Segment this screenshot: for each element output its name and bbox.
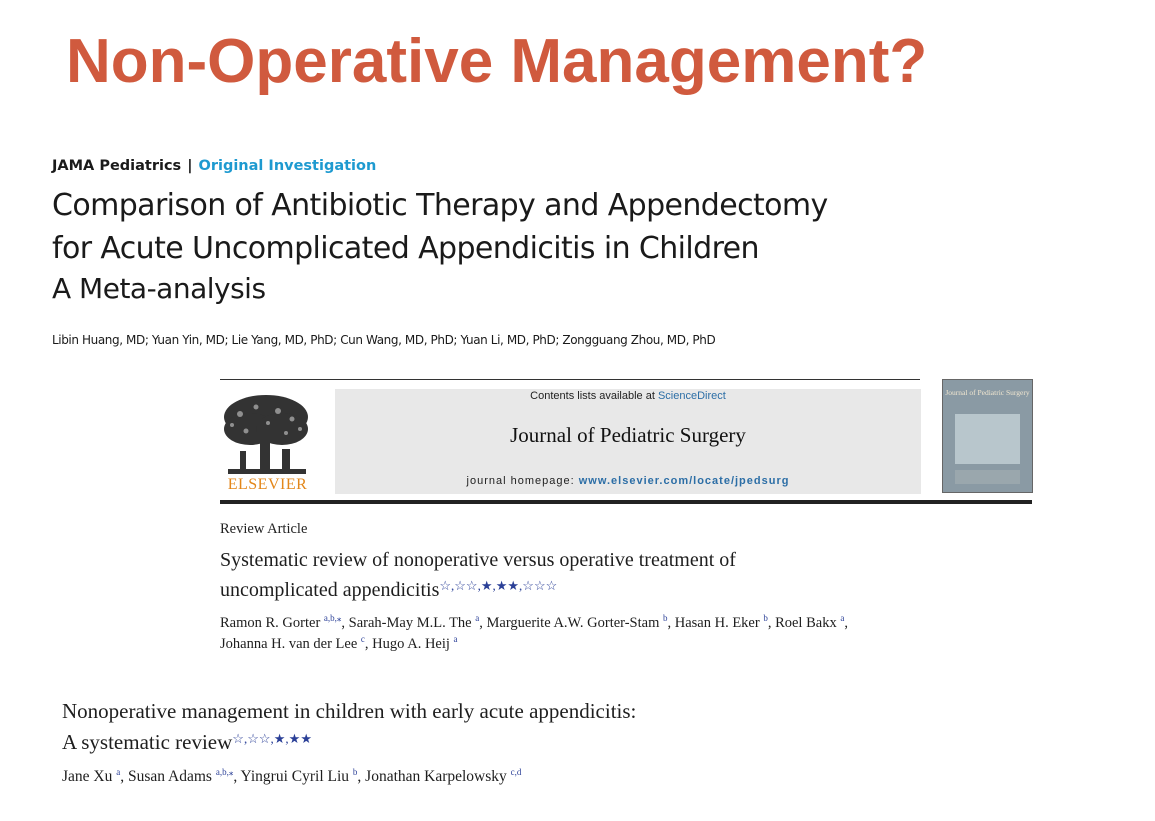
contents-availability-line bbox=[335, 390, 921, 402]
contents-prefix: Contents lists available at bbox=[530, 390, 655, 402]
gorter-author-name[interactable]: Johanna H. van der Lee bbox=[220, 636, 361, 652]
gorter-author-affiliation[interactable]: a,b,⁎ bbox=[323, 613, 342, 623]
jama-title-line-2: for Acute Uncomplicated Appendicitis in Children bbox=[52, 231, 759, 266]
gorter-author-affiliation[interactable]: b bbox=[662, 613, 668, 623]
xu-title-line-2 bbox=[62, 725, 862, 756]
xu-author-affiliation[interactable]: a,b,⁎ bbox=[215, 767, 234, 777]
gorter-author-separator: , bbox=[341, 615, 349, 631]
jama-article-subtitle: A Meta-analysis bbox=[52, 272, 266, 305]
jama-title-line-1: Comparison of Antibiotic Therapy and Appendectomy bbox=[52, 188, 828, 223]
jama-separator: | bbox=[187, 158, 193, 174]
xu-author-name[interactable]: Jonathan Karpelowsky bbox=[365, 768, 511, 785]
cover-title: Journal of Pediatric Surgery bbox=[945, 388, 1030, 397]
gorter-author-name[interactable]: Sarah-May M.L. The bbox=[348, 615, 476, 631]
header-bottom-rule bbox=[220, 500, 1032, 504]
gorter-article-type: Review Article bbox=[220, 521, 308, 537]
jama-authors: Libin Huang, MD; Yuan Yin, MD; Lie Yang, MD, PhD; Cun Wang, MD, PhD; Yuan Li, MD, PhD; Zongguang Zhou, MD, PhD bbox=[52, 333, 716, 347]
cover-footer-block bbox=[955, 470, 1020, 484]
xu-author-affiliation[interactable]: b bbox=[352, 767, 358, 777]
xu-footnote-star-icons[interactable]: ☆,☆☆,★,★★ bbox=[232, 731, 312, 746]
jama-meta-line bbox=[52, 158, 376, 174]
cover-image bbox=[955, 414, 1020, 464]
journal-info-box bbox=[335, 389, 921, 494]
gorter-author-affiliation[interactable]: c bbox=[360, 634, 365, 644]
gorter-title-line-2 bbox=[220, 573, 940, 603]
gorter-author-name[interactable]: Hasan H. Eker bbox=[674, 615, 764, 631]
gorter-author-separator: , bbox=[479, 615, 487, 631]
xu-author-separator: , bbox=[233, 768, 241, 785]
xu-author-affiliation[interactable]: a bbox=[116, 767, 121, 777]
xu-author-affiliation[interactable]: c,d bbox=[510, 767, 522, 777]
journal-homepage-line bbox=[335, 475, 921, 487]
xu-title-line-1: Nonoperative management in children with early acute appendicitis: bbox=[62, 699, 637, 723]
xu-author-separator: , bbox=[357, 768, 366, 785]
gorter-author-name[interactable]: Roel Bakx bbox=[775, 615, 841, 631]
gorter-author-affiliation[interactable]: b bbox=[763, 613, 768, 623]
gorter-title-line-2-text: uncomplicated appendicitis bbox=[220, 579, 440, 601]
journal-homepage-link[interactable]: www.elsevier.com/locate/jpedsurg bbox=[578, 475, 790, 487]
gorter-authors bbox=[220, 613, 1020, 655]
xu-author-separator: , bbox=[120, 768, 128, 785]
gorter-author-name[interactable]: Ramon R. Gorter bbox=[220, 615, 324, 631]
gorter-author-separator: , bbox=[844, 615, 848, 631]
gorter-author-name[interactable]: Hugo A. Heij bbox=[372, 636, 454, 652]
gorter-author-separator: , bbox=[767, 615, 776, 631]
homepage-prefix: journal homepage: bbox=[466, 475, 575, 487]
elsevier-journal-header bbox=[220, 379, 1032, 507]
sciencedirect-link[interactable]: ScienceDirect bbox=[657, 390, 726, 402]
journal-name: Journal of Pediatric Surgery bbox=[510, 423, 746, 447]
xu-authors bbox=[62, 768, 862, 786]
gorter-author-affiliation[interactable]: a bbox=[475, 613, 480, 623]
gorter-author-separator: , bbox=[667, 615, 675, 631]
jama-article-title bbox=[52, 184, 872, 270]
header-top-rule bbox=[220, 379, 920, 380]
gorter-footnote-star-icons[interactable]: ☆,☆☆,★,★★,☆☆☆ bbox=[439, 578, 558, 593]
gorter-author-affiliation[interactable]: a bbox=[453, 634, 458, 644]
jama-journal-name: JAMA Pediatrics bbox=[52, 158, 182, 174]
xu-author-name[interactable]: Yingrui Cyril Liu bbox=[240, 768, 353, 785]
slide-title: Non-Operative Management? bbox=[66, 27, 928, 96]
gorter-author-separator: , bbox=[364, 636, 373, 652]
xu-author-name[interactable]: Susan Adams bbox=[128, 768, 216, 785]
journal-cover-thumbnail bbox=[942, 379, 1033, 493]
gorter-title-line-1: Systematic review of nonoperative versus operative treatment of bbox=[220, 549, 736, 571]
gorter-article-title bbox=[220, 548, 940, 603]
elsevier-wordmark: ELSEVIER bbox=[227, 476, 308, 493]
gorter-author-affiliation[interactable]: a bbox=[840, 613, 845, 623]
gorter-author-name[interactable]: Marguerite A.W. Gorter-Stam bbox=[486, 615, 663, 631]
xu-title-line-2-text: A systematic review bbox=[62, 730, 233, 754]
jama-section-label: Original Investigation bbox=[198, 158, 377, 174]
xu-author-name[interactable]: Jane Xu bbox=[62, 768, 117, 785]
xu-article-title bbox=[62, 697, 862, 756]
